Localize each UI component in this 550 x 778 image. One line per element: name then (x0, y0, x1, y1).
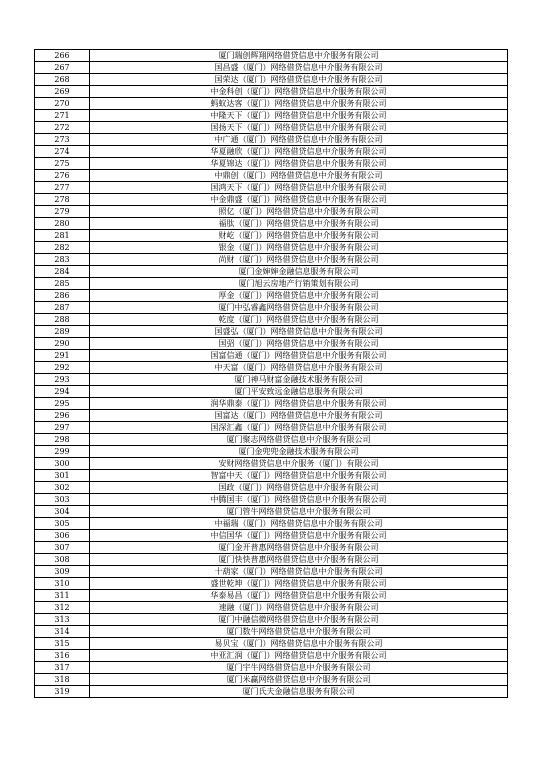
company-name: 中腾国丰（厦门）网络借贷信息中介服务有限公司 (90, 494, 508, 506)
table-row (35, 86, 508, 98)
row-number: 313 (35, 614, 90, 626)
row-number: 275 (35, 158, 90, 170)
table-row (35, 326, 508, 338)
company-name: 国深汇鑫（厦门）网络借贷信息中介服务有限公司 (90, 422, 508, 434)
row-number: 268 (35, 74, 90, 86)
row-number: 290 (35, 338, 90, 350)
row-number: 285 (35, 278, 90, 290)
company-name: 厦门旭云房地产行销策划有限公司 (90, 278, 508, 290)
company-name: 中金鼎盛（厦门）网络借贷信息中介服务有限公司 (90, 194, 508, 206)
company-name: 厦门中融信微网络借贷信息中介服务有限公司 (90, 614, 508, 626)
company-name: 速融（厦门）网络借贷信息中介服务有限公司 (90, 602, 508, 614)
company-name: 盛世乾坤（厦门）网络借贷信息中介服务有限公司 (90, 578, 508, 590)
table-row (35, 602, 508, 614)
table-row (35, 194, 508, 206)
row-number: 286 (35, 290, 90, 302)
row-number: 307 (35, 542, 90, 554)
company-name: 银金（厦门）网络借贷信息中介服务有限公司 (90, 242, 508, 254)
table-row (35, 530, 508, 542)
company-name: 照亿（厦门）网络借贷信息中介服务有限公司 (90, 206, 508, 218)
company-name: 厦门金兜兜金融技术服务有限公司 (90, 446, 508, 458)
company-name: 国荣达（厦门）网络借贷信息中介服务有限公司 (90, 74, 508, 86)
table-row (35, 494, 508, 506)
table-row (35, 74, 508, 86)
table-row (35, 614, 508, 626)
table-row (35, 254, 508, 266)
company-name: 尚财（厦门）网络借贷信息中介服务有限公司 (90, 254, 508, 266)
row-number: 312 (35, 602, 90, 614)
company-name: 国富达（厦门）网络借贷信息中介服务有限公司 (90, 410, 508, 422)
row-number: 314 (35, 626, 90, 638)
company-name: 十葫家（厦门）网络借贷信息中介服务有限公司 (90, 566, 508, 578)
table-row (35, 386, 508, 398)
table-row (35, 626, 508, 638)
company-name: 润华鼎泰（厦门）网络借贷信息中介服务有限公司 (90, 398, 508, 410)
company-name: 厦门瑞创辉翔网络借贷信息中介服务有限公司 (90, 50, 508, 62)
table-row (35, 62, 508, 74)
row-number: 299 (35, 446, 90, 458)
row-number: 272 (35, 122, 90, 134)
table-row (35, 206, 508, 218)
row-number: 288 (35, 314, 90, 326)
row-number: 310 (35, 578, 90, 590)
row-number: 284 (35, 266, 90, 278)
table-row (35, 50, 508, 62)
table-row (35, 290, 508, 302)
table-row (35, 278, 508, 290)
company-name: 智富中天（厦门）网络借贷信息中介服务有限公司 (90, 470, 508, 482)
table-row (35, 410, 508, 422)
company-name: 国政（厦门）网络借贷信息中介服务有限公司 (90, 482, 508, 494)
company-name: 中隆天下（厦门）网络借贷信息中介服务有限公司 (90, 110, 508, 122)
company-name: 中鼎创（厦门）网络借贷信息中介服务有限公司 (90, 170, 508, 182)
table-row (35, 518, 508, 530)
table-row (35, 242, 508, 254)
company-name: 厦门管牛网络借贷信息中介服务有限公司 (90, 506, 508, 518)
table-row (35, 98, 508, 110)
row-number: 274 (35, 146, 90, 158)
row-number: 318 (35, 674, 90, 686)
row-number: 294 (35, 386, 90, 398)
row-number: 293 (35, 374, 90, 386)
table-row (35, 266, 508, 278)
row-number: 306 (35, 530, 90, 542)
company-name: 国富信通（厦门）网络借贷信息中介服务有限公司 (90, 350, 508, 362)
company-name: 厦门氏夫金融信息服务有限公司 (90, 686, 508, 698)
table-row (35, 302, 508, 314)
company-name: 中广通（厦门）网络借贷信息中介服务有限公司 (90, 134, 508, 146)
row-number: 271 (35, 110, 90, 122)
row-number: 316 (35, 650, 90, 662)
table-row (35, 422, 508, 434)
table-row (35, 470, 508, 482)
table-row (35, 446, 508, 458)
table-row (35, 434, 508, 446)
table-row (35, 182, 508, 194)
row-number: 283 (35, 254, 90, 266)
company-name: 中天富（厦门）网络借贷信息中介服务有限公司 (90, 362, 508, 374)
row-number: 273 (35, 134, 90, 146)
table-row (35, 578, 508, 590)
table-row (35, 122, 508, 134)
company-name: 国鸿天下（厦门）网络借贷信息中介服务有限公司 (90, 182, 508, 194)
table-row (35, 170, 508, 182)
table-row (35, 686, 508, 698)
table-row (35, 362, 508, 374)
table-row (35, 482, 508, 494)
row-number: 303 (35, 494, 90, 506)
table-row (35, 230, 508, 242)
company-name: 乾度（厦门）网络借贷信息中介服务有限公司 (90, 314, 508, 326)
row-number: 300 (35, 458, 90, 470)
company-name: 厦门数牛网络借贷信息中介服务有限公司 (90, 626, 508, 638)
company-name: 厦门神马财富金融技术服务有限公司 (90, 374, 508, 386)
company-name: 易贝宝（厦门）网络借贷信息中介服务有限公司 (90, 638, 508, 650)
row-number: 280 (35, 218, 90, 230)
table-row (35, 110, 508, 122)
table-row (35, 146, 508, 158)
table-row (35, 338, 508, 350)
company-name: 安财网络借贷信息中介服务（厦门）有限公司 (90, 458, 508, 470)
row-number: 269 (35, 86, 90, 98)
row-number: 281 (35, 230, 90, 242)
row-number: 315 (35, 638, 90, 650)
company-name: 财屹（厦门）网络借贷信息中介服务有限公司 (90, 230, 508, 242)
row-number: 277 (35, 182, 90, 194)
company-name: 福肽（厦门）网络借贷信息中介服务有限公司 (90, 218, 508, 230)
row-number: 276 (35, 170, 90, 182)
table-row (35, 638, 508, 650)
table-row (35, 458, 508, 470)
company-name: 厦门金婶婶金融信息服务有限公司 (90, 266, 508, 278)
table-row (35, 314, 508, 326)
company-list-body (35, 50, 508, 698)
row-number: 291 (35, 350, 90, 362)
company-name: 华夏锦达（厦门）网络借贷信息中介服务有限公司 (90, 158, 508, 170)
company-name: 厦门金开普惠网络借贷信息中介服务有限公司 (90, 542, 508, 554)
company-name: 厦门聚志网络借贷信息中介服务有限公司 (90, 434, 508, 446)
row-number: 305 (35, 518, 90, 530)
row-number: 308 (35, 554, 90, 566)
table-row (35, 158, 508, 170)
row-number: 296 (35, 410, 90, 422)
row-number: 287 (35, 302, 90, 314)
table-row (35, 674, 508, 686)
company-name: 中金科创（厦门）网络借贷信息中介服务有限公司 (90, 86, 508, 98)
row-number: 270 (35, 98, 90, 110)
row-number: 298 (35, 434, 90, 446)
company-name: 厦门宇牛网络借贷信息中介服务有限公司 (90, 662, 508, 674)
table-row (35, 506, 508, 518)
table-row (35, 134, 508, 146)
company-name: 华夏融欣（厦门）网络借贷信息中介服务有限公司 (90, 146, 508, 158)
row-number: 297 (35, 422, 90, 434)
table-row (35, 374, 508, 386)
table-row (35, 650, 508, 662)
row-number: 309 (35, 566, 90, 578)
company-name: 厦门米赢网络借贷信息中介服务有限公司 (90, 674, 508, 686)
company-name: 国盛弘（厦门）网络借贷信息中介服务有限公司 (90, 326, 508, 338)
company-name: 厚金（厦门）网络借贷信息中介服务有限公司 (90, 290, 508, 302)
company-name: 厦门平安致远金融信息服务有限公司 (90, 386, 508, 398)
row-number: 319 (35, 686, 90, 698)
row-number: 279 (35, 206, 90, 218)
company-name: 蚂蚁达客（厦门）网络借贷信息中介服务有限公司 (90, 98, 508, 110)
company-name: 国昌盛（厦门）网络借贷信息中介服务有限公司 (90, 62, 508, 74)
company-name: 厦门快快普惠网络借贷信息中介服务有限公司 (90, 554, 508, 566)
company-name: 中信国华（厦门）网络借贷信息中介服务有限公司 (90, 530, 508, 542)
row-number: 302 (35, 482, 90, 494)
table-row (35, 566, 508, 578)
company-name: 中亚汇润（厦门）网络借贷信息中介服务有限公司 (90, 650, 508, 662)
row-number: 282 (35, 242, 90, 254)
company-list-table (34, 49, 508, 698)
company-name: 华泰易昌（厦门）网络借贷信息中介服务有限公司 (90, 590, 508, 602)
table-row (35, 398, 508, 410)
company-name: 中福瑞（厦门）网络借贷信息中介服务有限公司 (90, 518, 508, 530)
table-row (35, 218, 508, 230)
table-row (35, 662, 508, 674)
row-number: 311 (35, 590, 90, 602)
row-number: 267 (35, 62, 90, 74)
row-number: 301 (35, 470, 90, 482)
row-number: 289 (35, 326, 90, 338)
row-number: 295 (35, 398, 90, 410)
table-row (35, 350, 508, 362)
company-name: 厦门中弘睿鑫网络借贷信息中介服务有限公司 (90, 302, 508, 314)
row-number: 292 (35, 362, 90, 374)
company-name: 国扬天下（厦门）网络借贷信息中介服务有限公司 (90, 122, 508, 134)
company-name: 国弨（厦门）网络借贷信息中介服务有限公司 (90, 338, 508, 350)
table-row (35, 542, 508, 554)
row-number: 266 (35, 50, 90, 62)
row-number: 304 (35, 506, 90, 518)
table-row (35, 554, 508, 566)
row-number: 317 (35, 662, 90, 674)
row-number: 278 (35, 194, 90, 206)
table-row (35, 590, 508, 602)
